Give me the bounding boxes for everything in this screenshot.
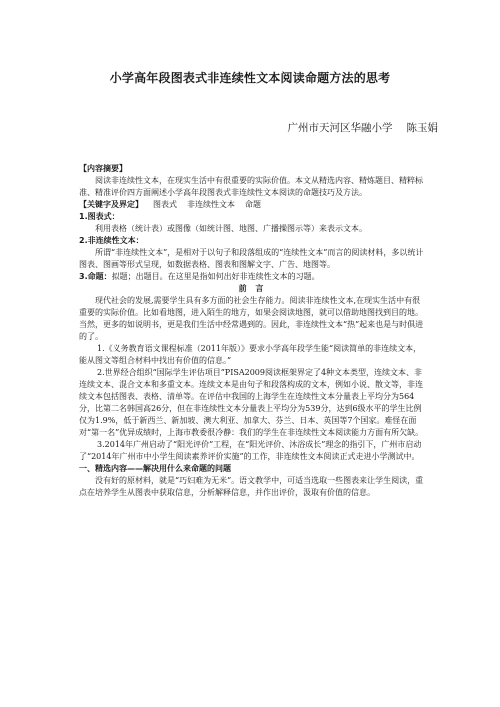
preface-paragraph: 3.2014年广州启动了“阳光评价”工程，在“阳光评价、沐浴成长”理念的指引下，广州市启动了“2014年广州市中小学生阅读素养评价实施”的工作，非连续性文本阅读正式走进小学测试中。 [79, 440, 422, 461]
keyword: 命题 [245, 200, 261, 209]
keyword: 非连续性文本 [187, 200, 235, 209]
def-label: 2.非连续性文本： [79, 236, 144, 245]
preface-heading: 前 言 [238, 284, 267, 293]
author-affiliation: 广州市天河区华融小学 [287, 122, 393, 134]
def-label: 3.命题： [79, 272, 112, 281]
keyword: 图表式 [153, 200, 177, 209]
paper-body [79, 163, 426, 499]
keywords-line [79, 199, 426, 211]
keywords-heading: 【关键字及界定】 [79, 200, 143, 209]
def-item [79, 271, 426, 283]
def-label: 1.图表式： [79, 212, 120, 221]
def-text: 利用表格（统计表）或图像（如统计图、地图、广播操图示等）来表示文本。 [95, 224, 367, 233]
author-name: 陈玉娟 [406, 122, 438, 134]
abstract-text: 阅读非连续性文本，在现实生活中有很重要的实际价值。本文从精选内容、精炼题目、精粹标准、精准评价四方面阐述小学高年段图表式非连续性文本阅读的命题技巧及方法。 [79, 176, 423, 197]
author-line [0, 120, 438, 135]
section-text: 没有好的原材料，就是“巧妇难为无米”。语文教学中，可适当选取一些图表来让学生阅读，重点在培养学生从图表中获取信息，分析解释信息，并作出评价，汲取有价值的信息。 [79, 476, 424, 497]
abstract-heading: 【内容摘要】 [79, 164, 127, 173]
paper-title: 小学高年段图表式非连续性文本阅读命题方法的思考 [109, 71, 391, 85]
def-text: 拟题；出题目。在这里是指如何出好非连续性文本的习题。 [111, 272, 320, 281]
preface-paragraph: 现代社会的发展,需要学生具有多方面的社会生存能力。阅读非连续性文本,在现实生活中有很重要的实际价值。比如看地图，进入陌生的地方，如果会阅读地图，就可以借助地图找到目的地。当然，更多的如说明书，更是我们生活中经常遇到的。因此，非连续性文本“热”起来也是与时俱进的了。 [79, 296, 424, 341]
def-text: 所谓“非连续性文本”，是相对于以句子和段落组成的“连续性文本”而言的阅读材料，多以统计图表、图画等形式呈现，如数据表格、图表和图解文字、广告、地图等。 [79, 248, 424, 269]
preface-paragraph: 1.《义务教育语文课程标准（2011年版）》要求小学高年段学生能“阅读简单的非连续文本，能从图文等组合材料中找出有价值的信息。” [79, 344, 422, 365]
section-heading: 一、精选内容——解决用什么来命题的问题 [79, 464, 231, 473]
preface-paragraph: 2.世界经合组织“国际学生评估项目”PISA2009阅读框架界定了4种文本类型，连续文本、非连续文本、混合文本和多重文本。连续文本是由句子和段落构成的文本，例如小说、散文等，非连续文本包括图表、表格、清单等。在评估中我国的上海学生在连续性文本分量表上平均分为564分，比第二名韩国高26分，但在非连续性文本分量表上平均分为539分，达到6级水平的学生比例仅为1.9%，低于新西兰、新加坡、澳大利亚、加拿大、芬兰、日本、英国等7个国家。难怪在面对“第一名”优异成绩时，上海市教委很冷静：我们的学生在非连续性文本阅读能力方面有所欠缺。 [79, 368, 424, 437]
